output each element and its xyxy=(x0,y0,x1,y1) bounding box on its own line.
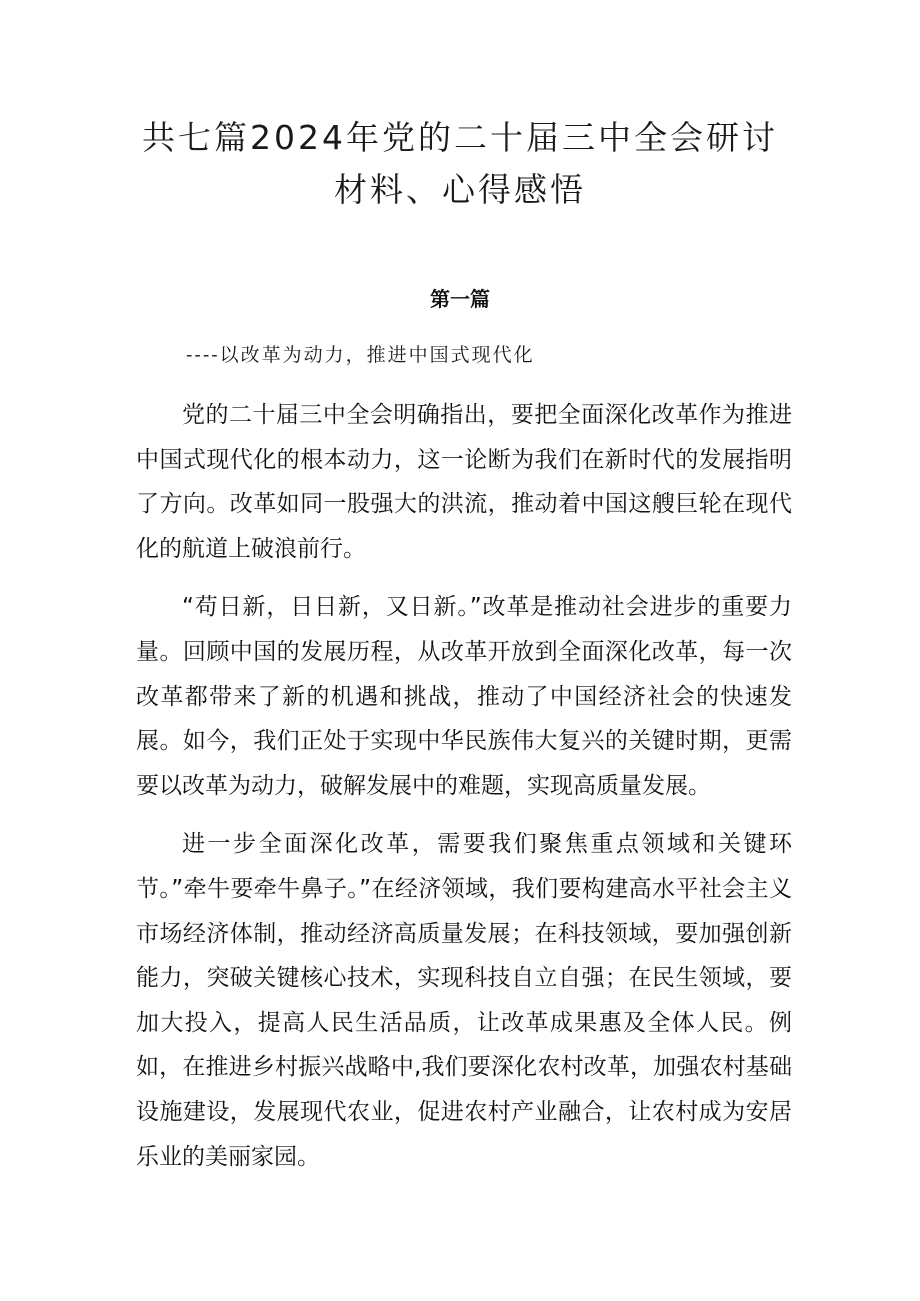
body-paragraph: 党的二十届三中全会明确指出，要把全面深化改革作为推进中国式现代化的根本动力，这一论断为我们在新时代的发展指明了方向。改革如同一股强大的洪流，推动着中国这艘巨轮在现代化的航道上破浪前行。 xyxy=(136,402,792,562)
section-subtitle: ----以改革为动力，推进中国式现代化 xyxy=(186,344,535,366)
section-heading: 第一篇 xyxy=(430,287,490,311)
body-paragraph: 进一步全面深化改革，需要我们聚焦重点领域和关键环节。”牵牛要牵牛鼻子。”在经济领域，我们要构建高水平社会主义市场经济体制，推动经济高质量发展；在科技领域，要加强创新能力，突破关键核心技术，实现科技自立自强；在民生领域，要加大投入，提高人民生活品质，让改革成果惠及全体人民。例如，在推进乡村振兴战略中,我们要深化农村改革，加强农村基础设施建设，发展现代农业，促进农村产业融合，让农村成为安居乐业的美丽家园。 xyxy=(136,831,792,1170)
document-body xyxy=(136,393,792,1193)
body-paragraph: “苟日新，日日新，又日新。”改革是推动社会进步的重要力量。回顾中国的发展历程，从改革开放到全面深化改革，每一次改革都带来了新的机遇和挑战，推动了中国经济社会的快速发展。如今，我们正处于实现中华民族伟大复兴的关键时期，更需要以改革为动力，破解发展中的难题，实现高质量发展。 xyxy=(136,594,792,799)
document-title: 共七篇2024年党的二十届三中全会研讨材料、心得感悟 xyxy=(142,118,778,209)
